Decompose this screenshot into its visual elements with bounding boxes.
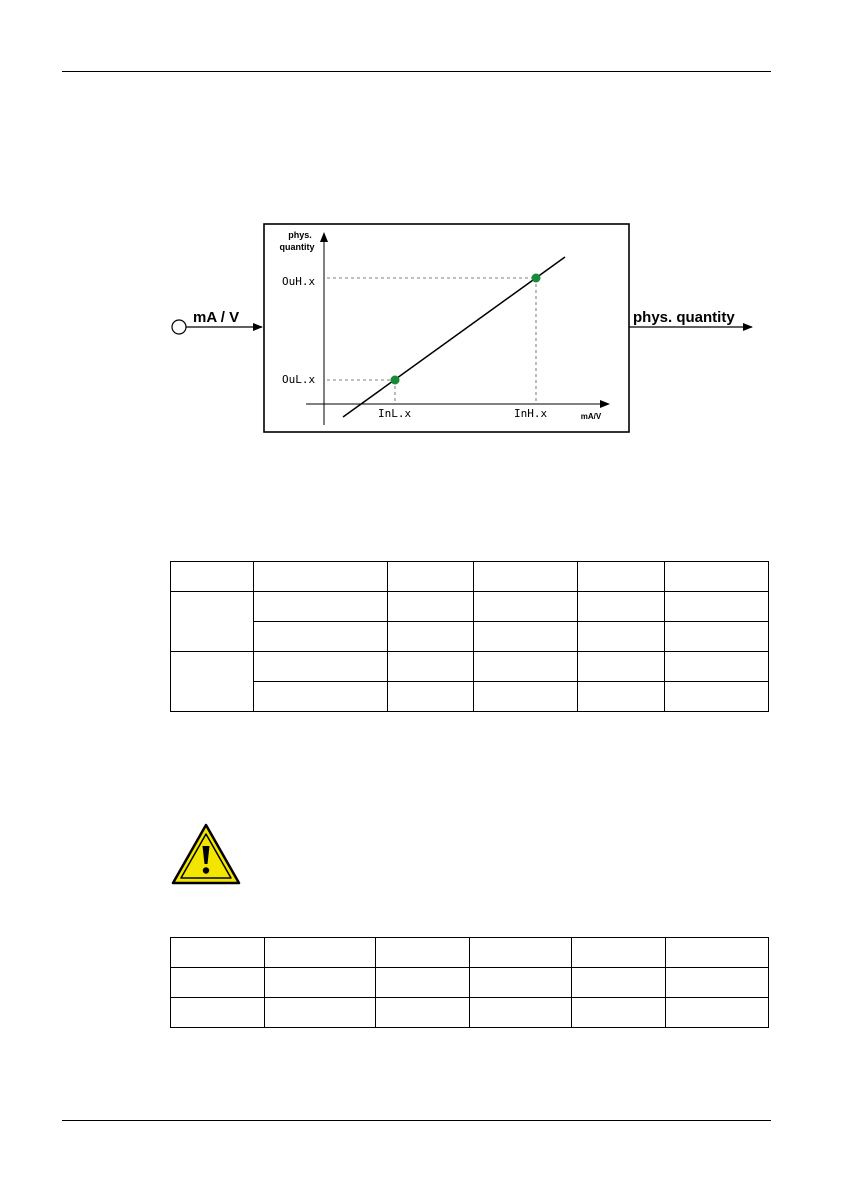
table-cell bbox=[376, 998, 470, 1028]
table-cell bbox=[171, 592, 254, 652]
table-cell bbox=[665, 682, 769, 712]
table-cell bbox=[572, 938, 666, 968]
parameter-table-2 bbox=[170, 937, 769, 1028]
table-cell bbox=[474, 652, 578, 682]
table-cell bbox=[254, 682, 388, 712]
table-cell bbox=[388, 622, 474, 652]
footer-rule bbox=[62, 1120, 771, 1121]
inl-label: InL.x bbox=[378, 407, 412, 420]
table-cell bbox=[254, 562, 388, 592]
table-cell bbox=[474, 562, 578, 592]
input-label: mA / V bbox=[193, 309, 240, 326]
table-cell bbox=[665, 622, 769, 652]
table-cell bbox=[572, 998, 666, 1028]
function-box bbox=[264, 224, 629, 432]
table-cell bbox=[572, 968, 666, 998]
table-cell bbox=[171, 998, 265, 1028]
table-cell bbox=[665, 592, 769, 622]
table-cell bbox=[254, 592, 388, 622]
table-cell bbox=[470, 938, 572, 968]
table-row bbox=[171, 998, 769, 1028]
table-cell bbox=[388, 592, 474, 622]
table-cell bbox=[265, 968, 376, 998]
point-high bbox=[532, 274, 541, 283]
table-row bbox=[171, 592, 769, 622]
table-cell bbox=[171, 938, 265, 968]
x-axis-label: mA/V bbox=[580, 412, 602, 421]
y-axis-label-2: quantity bbox=[279, 242, 315, 252]
table-cell bbox=[666, 938, 769, 968]
parameter-table-1 bbox=[170, 561, 769, 712]
ouh-label: OuH.x bbox=[282, 275, 316, 288]
table-cell bbox=[665, 652, 769, 682]
output-label: phys. quantity bbox=[633, 309, 735, 326]
table-row bbox=[171, 622, 769, 652]
table-cell bbox=[376, 938, 470, 968]
table-cell bbox=[666, 968, 769, 998]
inh-label: InH.x bbox=[514, 407, 548, 420]
table-cell bbox=[578, 622, 665, 652]
table-cell bbox=[171, 652, 254, 712]
table-row bbox=[171, 938, 769, 968]
table-cell bbox=[578, 682, 665, 712]
table-cell bbox=[254, 622, 388, 652]
table-cell bbox=[265, 998, 376, 1028]
table-cell bbox=[171, 562, 254, 592]
table-cell bbox=[470, 968, 572, 998]
table-cell bbox=[666, 998, 769, 1028]
table-row bbox=[171, 652, 769, 682]
table-cell bbox=[388, 562, 474, 592]
table-cell bbox=[474, 592, 578, 622]
table-cell bbox=[474, 622, 578, 652]
scaling-diagram bbox=[0, 0, 841, 470]
point-low bbox=[391, 376, 400, 385]
table-cell bbox=[265, 938, 376, 968]
table-cell bbox=[665, 562, 769, 592]
input-terminal bbox=[172, 320, 186, 334]
table-cell bbox=[254, 652, 388, 682]
table-cell bbox=[470, 998, 572, 1028]
table-cell bbox=[376, 968, 470, 998]
oul-label: OuL.x bbox=[282, 373, 316, 386]
table-cell bbox=[578, 562, 665, 592]
table-row bbox=[171, 562, 769, 592]
table-cell bbox=[578, 652, 665, 682]
warning-icon bbox=[171, 823, 241, 885]
table-row bbox=[171, 682, 769, 712]
table-row bbox=[171, 968, 769, 998]
table-cell bbox=[578, 592, 665, 622]
table-cell bbox=[474, 682, 578, 712]
table-cell bbox=[171, 968, 265, 998]
y-axis-label-1: phys. bbox=[288, 230, 312, 240]
table-cell bbox=[388, 652, 474, 682]
table-cell bbox=[388, 682, 474, 712]
